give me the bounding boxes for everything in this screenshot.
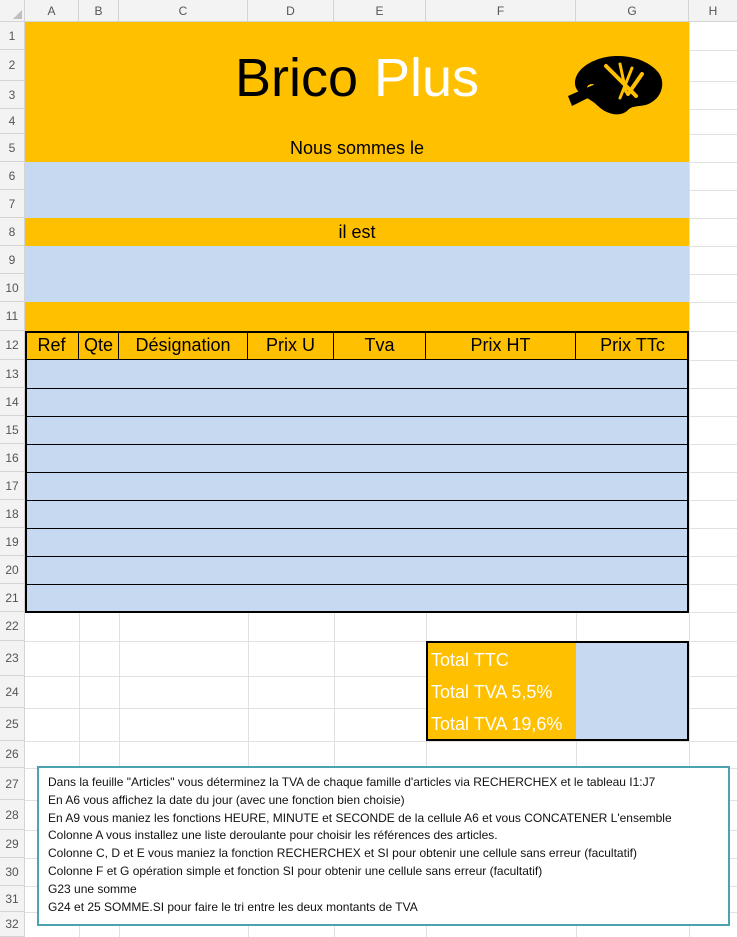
time-cell[interactable] [25, 246, 689, 302]
row-header-7[interactable]: 7 [0, 190, 25, 218]
instruction-line: En A9 vous maniez les fonctions HEURE, MINUTE et SECONDE de la cellule A6 et vous CONCATENER L'ensemble [48, 810, 672, 825]
header-prix-ht[interactable]: Prix HT [426, 331, 576, 360]
table-row [25, 500, 689, 501]
row-header-20[interactable]: 20 [0, 556, 25, 584]
column-header-g[interactable]: G [576, 0, 689, 22]
row-header-13[interactable]: 13 [0, 360, 25, 388]
total-ttc-label: Total TTC [431, 649, 509, 670]
row-header-27[interactable]: 27 [0, 768, 25, 800]
instruction-line: Colonne C, D et E vous maniez la fonction RECHERCHEX et SI pour obtenir une cellule sans erreur (facultatif) [48, 846, 637, 861]
header-prix-u[interactable]: Prix U [248, 331, 334, 360]
table-row [25, 388, 689, 389]
table-row [25, 584, 689, 585]
table-row [25, 556, 689, 557]
row-header-9[interactable]: 9 [0, 246, 25, 274]
row-header-18[interactable]: 18 [0, 500, 25, 528]
header-prix-ttc[interactable]: Prix TTc [600, 335, 665, 355]
row-header-23[interactable]: 23 [0, 641, 25, 676]
row-header-10[interactable]: 10 [0, 274, 25, 302]
row-header-26[interactable]: 26 [0, 741, 25, 768]
header-tva[interactable]: Tva [334, 331, 426, 360]
tools-palette-icon [566, 52, 666, 118]
title-brico: Brico [234, 48, 358, 108]
instruction-line: En A6 vous affichez la date du jour (avec une fonction bien choisie) [48, 792, 405, 807]
row-header-29[interactable]: 29 [0, 830, 25, 858]
row-header-31[interactable]: 31 [0, 886, 25, 912]
instruction-line: Dans la feuille "Articles" vous déterminez la TVA de chaque famille d'articles via RECHERCHEX et le tableau I1:J7 [48, 775, 656, 789]
table-row [25, 359, 689, 360]
row-header-2[interactable]: 2 [0, 50, 25, 81]
table-row [25, 444, 689, 445]
header-designation[interactable]: Désignation [119, 331, 248, 360]
row-header-17[interactable]: 17 [0, 472, 25, 500]
row-header-5[interactable]: 5 [0, 134, 25, 162]
row-header-19[interactable]: 19 [0, 528, 25, 556]
column-header-d[interactable]: D [248, 0, 334, 22]
column-header-c[interactable]: C [119, 0, 248, 22]
total-tva-55-label: Total TVA 5,5% [431, 681, 553, 702]
row-header-22[interactable]: 22 [0, 612, 25, 641]
instructions-textbox[interactable] [37, 766, 730, 926]
table-row [25, 528, 689, 529]
date-cell[interactable] [25, 162, 689, 218]
row-header-6[interactable]: 6 [0, 162, 25, 190]
row-header-12[interactable]: 12 [0, 331, 25, 360]
total-tva-196-label: Total TVA 19,6% [431, 713, 563, 734]
select-all-corner[interactable] [0, 0, 25, 22]
table-row [25, 472, 689, 473]
row-header-25[interactable]: 25 [0, 708, 25, 741]
row-header-14[interactable]: 14 [0, 388, 25, 416]
title-plus: Plus [373, 48, 480, 108]
row-header-8[interactable]: 8 [0, 218, 25, 246]
row-header-4[interactable]: 4 [0, 109, 25, 134]
column-header-h[interactable]: H [708, 4, 718, 18]
table-row [25, 416, 689, 417]
date-label: Nous sommes le [289, 137, 425, 158]
column-header-f[interactable]: F [426, 0, 576, 22]
column-header-b[interactable]: B [79, 0, 119, 22]
time-label: il est [338, 221, 376, 242]
row-header-30[interactable]: 30 [0, 858, 25, 886]
row-header-15[interactable]: 15 [0, 416, 25, 444]
row-header-28[interactable]: 28 [0, 800, 25, 830]
grid-line [25, 741, 737, 742]
header-qte[interactable]: Qte [79, 331, 119, 360]
column-header-a[interactable]: A [25, 0, 79, 22]
row-header-1[interactable]: 1 [0, 22, 25, 50]
column-header-e[interactable]: E [334, 0, 426, 22]
row-header-21[interactable]: 21 [0, 584, 25, 612]
header-ref[interactable]: Ref [25, 331, 79, 360]
row-header-32[interactable]: 32 [0, 912, 25, 937]
instruction-line: G24 et 25 SOMME.SI pour faire le tri entre les deux montants de TVA [48, 899, 418, 914]
instruction-line: Colonne A vous installez une liste deroulante pour choisir les références des articles. [48, 828, 498, 843]
row-header-16[interactable]: 16 [0, 444, 25, 472]
instruction-line: Colonne F et G opération simple et fonction SI pour obtenir une cellule sans erreur (facultatif) [48, 863, 543, 878]
row-header-24[interactable]: 24 [0, 676, 25, 708]
row-header-3[interactable]: 3 [0, 81, 25, 109]
instruction-line: G23 une somme [48, 881, 137, 896]
row-header-11[interactable]: 11 [0, 302, 25, 331]
